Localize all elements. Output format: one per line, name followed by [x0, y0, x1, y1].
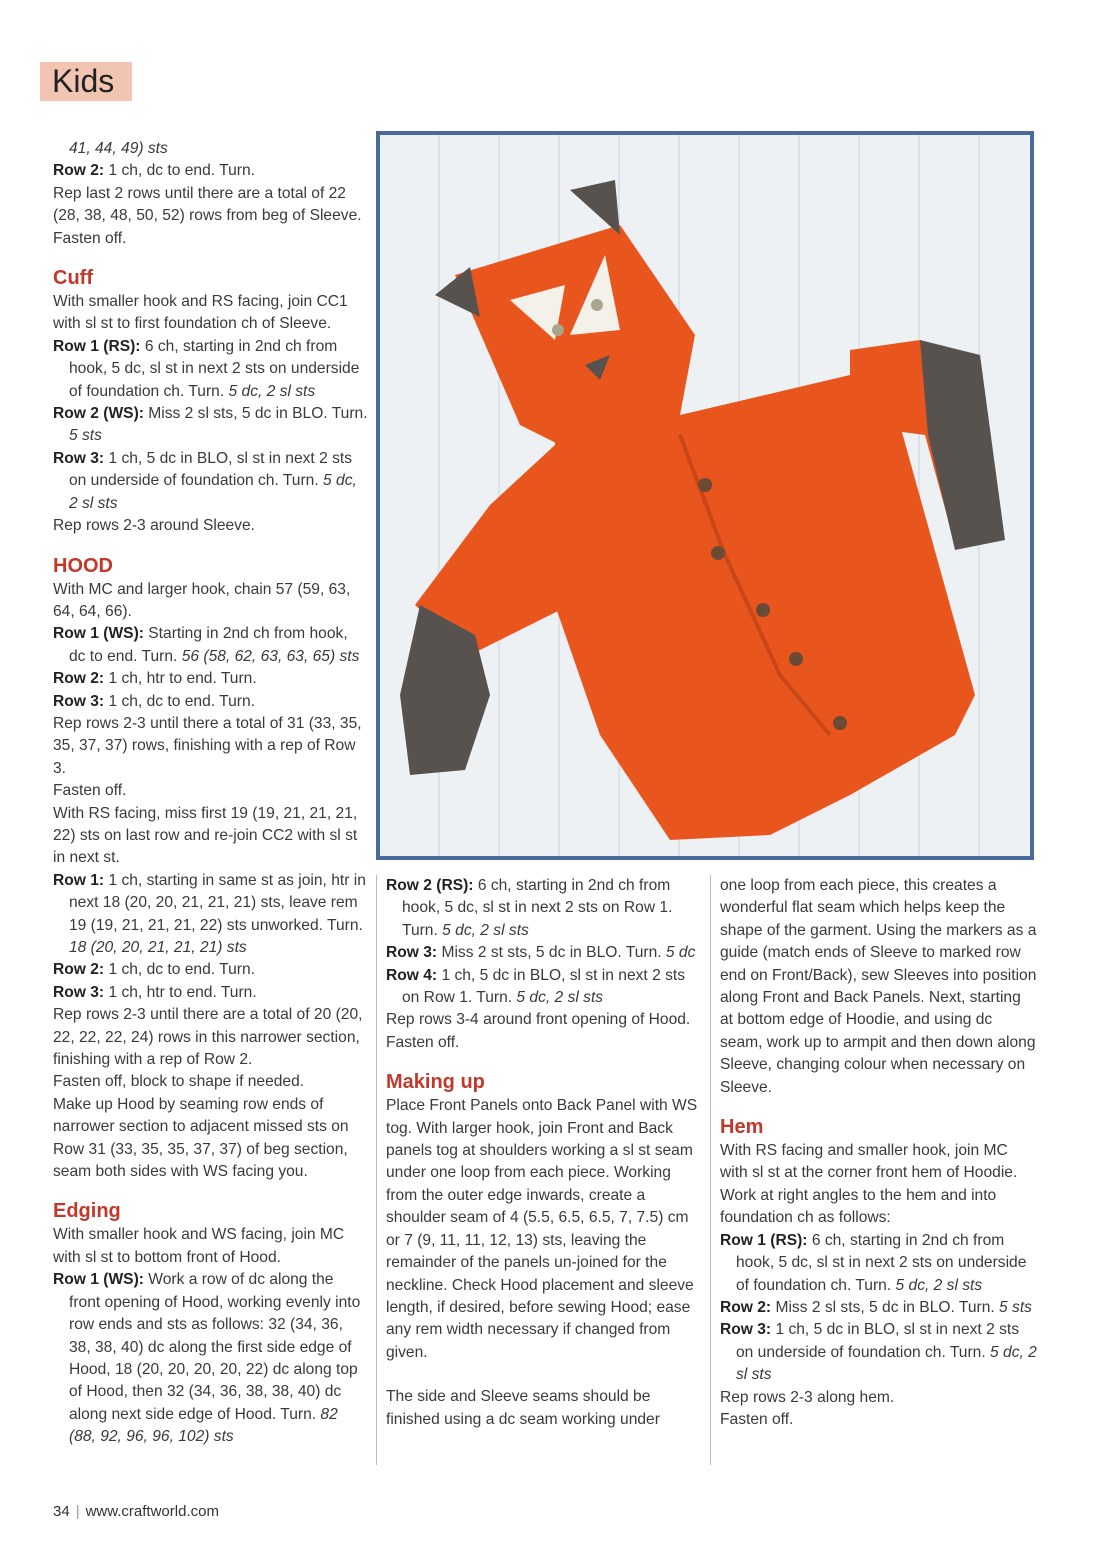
button [711, 546, 725, 560]
row-text: 6 ch, starting in 2nd ch from hook, 5 dc, sl st in next 2 sts on underside of foundation ch. Turn. [69, 337, 360, 400]
row-text: 1 ch, 5 dc in BLO, sl st in next 2 sts on Row 1. Turn. [402, 966, 686, 1007]
section-title: Kids [52, 63, 115, 99]
row-instruction [53, 959, 368, 981]
paragraph: Make up Hood by seaming row ends of narrower section to adjacent missed sts on Row 31 (33, 35, 35, 37, 37) of beg section, seam both sides with WS facing you. [53, 1095, 349, 1181]
button [756, 603, 770, 617]
row-text: 1 ch, dc to end. Turn. [104, 961, 255, 979]
paragraph: The side and Sleeve seams should be finished using a dc seam working under [386, 1388, 660, 1428]
row-label: Row 3: [720, 1321, 772, 1339]
stitch-count: 5 sts [69, 427, 102, 445]
page-number: 34 [53, 1503, 70, 1520]
row-text: Miss 2 st sts, 5 dc in BLO. Turn. [437, 944, 666, 962]
row-instruction [720, 1297, 1038, 1319]
paragraph: With smaller hook and WS facing, join MC with sl st to bottom front of Hood. [53, 1226, 345, 1266]
row-label: Row 3: [53, 692, 105, 710]
row-instruction [53, 403, 368, 448]
paragraph: Rep rows 2-3 around Sleeve. [53, 517, 255, 535]
paragraph: Rep last 2 rows until there are a total of 22 (28, 38, 48, 50, 52) rows from beg of Sleeve. Fasten off. [53, 184, 362, 247]
paragraph: one loop from each piece, this creates a wonderful flat seam which helps keep the shape of the garment. Using the markers as a guide (match ends of Sleeve to marked row end on Front/Back), sew Sleeves into position along Front and Back Panels. Next, starting at bottom edge of Hoodie, and using dc seam, work up to armpit and then down along Sleeve, changing colour when necessary on Sleeve. [720, 877, 1037, 1096]
row-text: Miss 2 sl sts, 5 dc in BLO. Turn. [771, 1298, 1000, 1316]
row-label: Row 4: [386, 966, 438, 984]
fox-hoodie-photo [376, 131, 1034, 860]
row-text: Starting in 2nd ch from hook, dc to end. Turn. [69, 625, 348, 665]
heading-making-up: Making up [386, 1071, 485, 1094]
row-label: Row 2: [53, 961, 105, 979]
heading-cuff: Cuff [53, 267, 93, 290]
paragraph: Rep rows 3-4 around front opening of Hood. Fasten off. [386, 1011, 691, 1051]
column-3 [720, 875, 1038, 1431]
row-text: 1 ch, htr to end. Turn. [104, 670, 257, 688]
paragraph: With MC and larger hook, chain 57 (59, 63, 64, 64, 66). [53, 580, 351, 620]
paragraph: With RS facing, miss first 19 (19, 21, 21, 21, 22) sts on last row and re-join CC2 with sl st in next st. [53, 804, 358, 867]
row-label: Row 2: [53, 162, 105, 180]
row-label: Row 2 (RS): [386, 877, 474, 894]
button [833, 716, 847, 730]
row-text: 1 ch, dc to end. Turn. [104, 692, 255, 710]
stitch-count: 18 (20, 20, 21, 21, 21) sts [69, 939, 247, 956]
paragraph: With smaller hook and RS facing, join CC1 with sl st to first foundation ch of Sleeve. [53, 293, 348, 333]
column-1 [53, 138, 368, 1449]
row-instruction [53, 623, 368, 668]
stitch-count: 5 dc, 2 sl sts [228, 382, 316, 400]
paragraph: Place Front Panels onto Back Panel with WS tog. With larger hook, join Front and Back panels tog at shoulders working a sl st seam under one loop from each piece. Working from the outer edge inwards, create a shoulder seam of 4 (5.5, 6.5, 6.5, 7, 7.5) cm or 7 (9, 11, 11, 12, 13) sts, leaving the remainder of the panels un-joined for the neckline. Check Hood placement and sleeve length, if desired, before sewing Hood; ease any rem width necessary if changed from given. [386, 1097, 698, 1361]
row-instruction [53, 668, 368, 690]
paragraph: Fasten off. [53, 782, 127, 800]
row-text: 1 ch, 5 dc in BLO, sl st in next 2 sts on underside of foundation ch. Turn. [736, 1321, 1020, 1361]
fox-hoodie-illustration [380, 135, 1030, 856]
row-text: 1 ch, dc to end. Turn. [104, 162, 255, 180]
heading-edging: Edging [53, 1200, 121, 1223]
button [698, 478, 712, 492]
row-instruction [53, 982, 368, 1004]
row-instruction [386, 965, 706, 1010]
row-label: Row 1 (RS): [53, 337, 141, 355]
stitch-count: 82 (88, 92, 96, 96, 102) sts [69, 1405, 338, 1446]
stitch-count: 5 dc, 2 sl sts [736, 1343, 1037, 1384]
column-divider [710, 875, 711, 1465]
page-footer: 34 | www.craftworld.com [53, 1503, 219, 1520]
row-text: 1 ch, 5 dc in BLO, sl st in next 2 sts on underside of foundation ch. Turn. [69, 449, 353, 490]
stitch-count: 5 sts [999, 1298, 1032, 1316]
row-label: Row 1: [53, 871, 105, 889]
paragraph: With RS facing and smaller hook, join MC with sl st at the corner front hem of Hoodie. Work at right angles to the hem and into foundation ch as follows: [720, 1142, 1018, 1227]
button [789, 652, 803, 666]
paragraph: Rep rows 2-3 until there are a total of 20 (20, 22, 22, 22, 24) rows in this narrower section, finishing with a rep of Row 2. [53, 1006, 363, 1069]
column-divider [376, 875, 377, 1465]
heading-hem: Hem [720, 1116, 764, 1139]
row-label: Row 3: [386, 944, 438, 962]
eye [552, 324, 564, 336]
stitch-count: 5 dc, 2 sl sts [69, 472, 357, 512]
row-label: Row 1 (WS): [53, 625, 144, 643]
website-link[interactable]: www.craftworld.com [85, 1503, 219, 1520]
row-label: Row 2: [720, 1298, 772, 1316]
paragraph: Fasten off. [720, 1410, 794, 1428]
row-text: Miss 2 sl sts, 5 dc in BLO. Turn. [143, 405, 368, 423]
row-text: Work a row of dc along the front opening of Hood, working evenly into row ends and sts as follows: 32 (34, 36, 38, 38, 40) dc along the first side edge of Hood, 18 (20, 20, 20, 20, 22) dc along top of Hood, then 32 (34, 36, 38, 38, 40) dc along next side edge of Hood. Turn. [69, 1271, 361, 1423]
paragraph: 41, 44, 49) sts [69, 140, 168, 157]
paragraph [53, 160, 368, 182]
row-label: Row 1 (WS): [53, 1271, 144, 1289]
row-label: Row 3: [53, 449, 105, 467]
stitch-count: 5 dc [665, 944, 696, 962]
row-text: 1 ch, htr to end. Turn. [104, 983, 257, 1001]
row-instruction [720, 1230, 1038, 1297]
row-label: Row 1 (RS): [720, 1231, 808, 1249]
row-instruction [386, 875, 706, 942]
stitch-count: 5 dc, 2 sl sts [895, 1276, 983, 1294]
row-instruction [53, 1269, 368, 1448]
stitch-count: 5 dc, 2 sl sts [516, 989, 604, 1007]
heading-hood: HOOD [53, 554, 113, 577]
row-text: 6 ch, starting in 2nd ch from hook, 5 dc, sl st in next 2 sts on underside of foundation ch. Turn. [736, 1231, 1027, 1294]
paragraph: Rep rows 2-3 along hem. [720, 1388, 895, 1406]
section-tag [40, 62, 132, 101]
paragraph: Rep rows 2-3 until there a total of 31 (33, 35, 35, 37, 37) rows, finishing with a rep of Row 3. [53, 714, 362, 777]
row-label: Row 2 (WS): [53, 405, 144, 423]
paragraph: Fasten off, block to shape if needed. [53, 1073, 305, 1091]
row-instruction [53, 448, 368, 515]
row-instruction [386, 942, 706, 964]
row-instruction [53, 870, 368, 960]
row-label: Row 2: [53, 670, 105, 688]
row-instruction [53, 691, 368, 713]
row-label: Row 3: [53, 983, 105, 1001]
row-text: 6 ch, starting in 2nd ch from hook, 5 dc, sl st in next 2 sts on Row 1. Turn. [402, 877, 673, 939]
stitch-count: 56 (58, 62, 63, 63, 65) sts [181, 647, 360, 665]
row-instruction [53, 336, 368, 403]
stitch-count: 5 dc, 2 sl sts [442, 921, 529, 939]
column-2 [386, 875, 706, 1431]
eye [591, 299, 603, 311]
row-text: 1 ch, starting in same st as join, htr in next 18 (20, 20, 21, 21, 21) sts, leave rem 19 (19, 21, 21, 21, 22) sts unworked. Turn. [69, 871, 366, 934]
row-instruction [720, 1319, 1038, 1386]
